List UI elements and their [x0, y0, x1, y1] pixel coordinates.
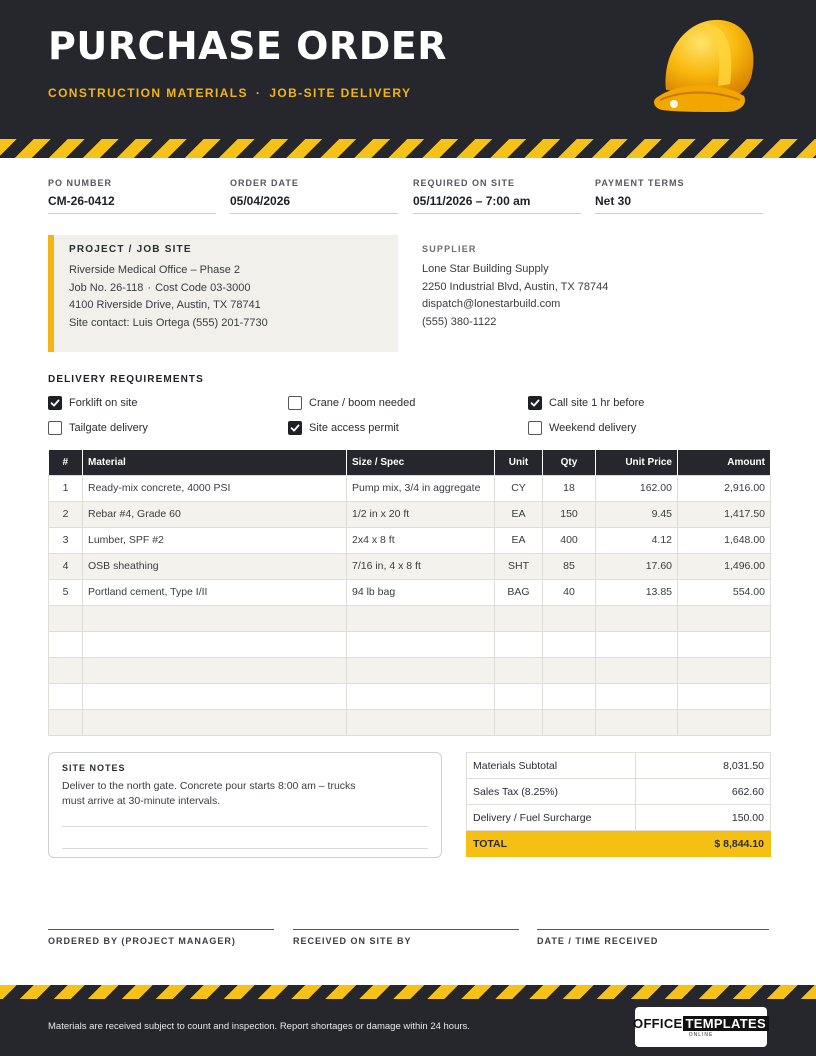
cell-qty[interactable] — [543, 631, 596, 657]
supplier-name: Lone Star Building Supply — [422, 263, 549, 275]
cell-number[interactable]: 3 — [49, 527, 83, 553]
logo-word-office: OFFICE — [633, 1016, 683, 1031]
cell-material[interactable] — [83, 709, 347, 735]
cell-unit[interactable] — [495, 709, 543, 735]
cell-qty[interactable] — [543, 683, 596, 709]
table-row — [49, 553, 771, 579]
col-header-amount: Amount — [678, 450, 771, 475]
cell-unit-price[interactable] — [596, 605, 678, 631]
cell-material[interactable] — [83, 631, 347, 657]
cell-unit[interactable] — [495, 657, 543, 683]
hazard-stripe-bottom — [0, 985, 816, 999]
document-subtitle — [48, 86, 411, 100]
table-header-row — [49, 450, 771, 475]
po-number-label: PO NUMBER — [48, 178, 113, 188]
totals-row-subtotal — [467, 753, 771, 779]
order-date-label: ORDER DATE — [230, 178, 299, 188]
cell-size-spec[interactable] — [347, 605, 495, 631]
cell-material[interactable] — [83, 683, 347, 709]
cell-qty[interactable]: 150 — [543, 501, 596, 527]
totals-value: 8,031.50 — [636, 753, 771, 779]
cell-size-spec[interactable]: 94 lb bag — [347, 579, 495, 605]
subtitle-delivery: JOB-SITE DELIVERY — [269, 86, 412, 100]
cell-unit[interactable] — [495, 683, 543, 709]
cell-material[interactable] — [83, 605, 347, 631]
checkbox-label: Site access permit — [309, 422, 399, 434]
cell-size-spec[interactable] — [347, 683, 495, 709]
totals-row-sales-tax — [467, 779, 771, 805]
cell-unit-price[interactable]: 9.45 — [596, 501, 678, 527]
project-name: Riverside Medical Office – Phase 2 — [69, 264, 240, 276]
table-row — [49, 579, 771, 605]
payment-terms-label: PAYMENT TERMS — [595, 178, 685, 188]
order-date-value: 05/04/2026 — [230, 194, 398, 214]
totals-value: 150.00 — [636, 805, 771, 831]
cell-unit[interactable]: EA — [495, 501, 543, 527]
cell-number[interactable]: 5 — [49, 579, 83, 605]
cell-material[interactable]: Portland cement, Type I/II — [83, 579, 347, 605]
check-icon — [290, 423, 300, 433]
checkbox-tailgate[interactable] — [48, 421, 148, 435]
table-row — [49, 657, 771, 683]
cell-amount[interactable] — [678, 683, 771, 709]
cell-unit[interactable]: BAG — [495, 579, 543, 605]
project-label: PROJECT / JOB SITE — [69, 244, 192, 255]
col-header-size-spec: Size / Spec — [347, 450, 495, 475]
hard-hat-icon — [648, 12, 760, 122]
checkbox-box[interactable] — [48, 421, 62, 435]
col-header-unit-price: Unit Price — [596, 450, 678, 475]
checkbox-call-site[interactable] — [528, 396, 644, 410]
cell-size-spec[interactable]: 7/16 in, 4 x 8 ft — [347, 553, 495, 579]
totals-label: Delivery / Fuel Surcharge — [467, 805, 636, 831]
cell-number[interactable] — [49, 605, 83, 631]
project-contact: Site contact: Luis Ortega (555) 201-7730 — [69, 316, 268, 329]
cell-qty[interactable] — [543, 605, 596, 631]
cell-number[interactable] — [49, 709, 83, 735]
supplier-block — [422, 244, 762, 331]
cell-unit[interactable]: SHT — [495, 553, 543, 579]
cell-number[interactable]: 4 — [49, 553, 83, 579]
logo-subtext: ONLINE — [688, 1032, 714, 1038]
payment-terms-value: Net 30 — [595, 194, 763, 214]
checkbox-forklift[interactable] — [48, 396, 137, 410]
cell-unit[interactable] — [495, 605, 543, 631]
cell-unit-price[interactable]: 162.00 — [596, 475, 678, 501]
checkbox-label: Forklift on site — [69, 397, 138, 409]
checkbox-box[interactable] — [48, 396, 62, 410]
cell-qty[interactable]: 400 — [543, 527, 596, 553]
payment-terms-field — [595, 178, 763, 214]
cell-unit-price[interactable]: 4.12 — [596, 527, 678, 553]
signature-date-time[interactable]: DATE / TIME RECEIVED — [537, 929, 769, 946]
project-job-line — [69, 280, 383, 298]
supplier-label: SUPPLIER — [422, 244, 477, 254]
checkbox-label: Crane / boom needed — [309, 397, 416, 409]
table-row — [49, 605, 771, 631]
cell-size-spec[interactable]: Pump mix, 3/4 in aggregate — [347, 475, 495, 501]
checkbox-box[interactable] — [288, 421, 302, 435]
cell-amount[interactable]: 1,648.00 — [678, 527, 771, 553]
cell-unit[interactable]: EA — [495, 527, 543, 553]
checkbox-label: Weekend delivery — [549, 422, 637, 434]
checkbox-box[interactable] — [528, 421, 542, 435]
site-notes-label: SITE NOTES — [62, 763, 126, 773]
cell-size-spec[interactable] — [347, 709, 495, 735]
project-address: 4100 Riverside Drive, Austin, TX 78741 — [69, 299, 261, 311]
checkbox-label: Call site 1 hr before — [549, 397, 645, 409]
cell-amount[interactable]: 1,496.00 — [678, 553, 771, 579]
cell-amount[interactable] — [678, 709, 771, 735]
checkbox-site-permit[interactable] — [288, 421, 399, 435]
totals-label: TOTAL — [467, 831, 636, 857]
document-title: PURCHASE ORDER — [48, 24, 447, 68]
totals-label: Sales Tax (8.25%) — [467, 779, 636, 805]
cell-material[interactable]: Rebar #4, Grade 60 — [83, 501, 347, 527]
project-job-number: Job No. 26-118 — [69, 281, 144, 294]
site-notes-box — [48, 752, 442, 858]
subtitle-separator: · — [255, 86, 262, 100]
table-row — [49, 527, 771, 553]
cell-number[interactable] — [49, 631, 83, 657]
footer-bar — [0, 999, 816, 1056]
cell-unit-price[interactable]: 13.85 — [596, 579, 678, 605]
table-row — [49, 501, 771, 527]
totals-label: Materials Subtotal — [467, 753, 636, 779]
order-date-field — [230, 178, 398, 214]
table-row — [49, 631, 771, 657]
project-cost-code: Cost Code 03-3000 — [155, 281, 251, 294]
cell-amount[interactable]: 554.00 — [678, 579, 771, 605]
totals-value: $ 8,844.10 — [636, 831, 771, 857]
totals-row-total — [467, 831, 771, 857]
site-notes-text[interactable]: Deliver to the north gate. Concrete pour starts 8:00 am – trucks must arrive at 30-minute intervals. — [62, 780, 356, 807]
table-row — [49, 709, 771, 735]
cell-qty[interactable]: 40 — [543, 579, 596, 605]
cell-amount[interactable]: 2,916.00 — [678, 475, 771, 501]
supplier-email: dispatch@lonestarbuild.com — [422, 298, 561, 310]
notes-line — [62, 826, 428, 827]
cell-number[interactable]: 1 — [49, 475, 83, 501]
signature-received-by[interactable]: RECEIVED ON SITE BY — [293, 929, 519, 946]
cell-unit-price[interactable] — [596, 709, 678, 735]
cell-number[interactable]: 2 — [49, 501, 83, 527]
cell-number[interactable] — [49, 657, 83, 683]
cell-qty[interactable]: 85 — [543, 553, 596, 579]
cell-unit-price[interactable] — [596, 631, 678, 657]
cell-unit[interactable] — [495, 631, 543, 657]
checkbox-box[interactable] — [288, 396, 302, 410]
cell-size-spec[interactable] — [347, 631, 495, 657]
footer-note: Materials are received subject to count and inspection. Report shortages or damage within 24 hours. — [48, 1021, 470, 1032]
logo-wordmark — [633, 1016, 769, 1031]
table-row — [49, 683, 771, 709]
po-number-value: CM-26-0412 — [48, 194, 216, 214]
cell-material[interactable]: Lumber, SPF #2 — [83, 527, 347, 553]
cell-qty[interactable]: 18 — [543, 475, 596, 501]
cell-qty[interactable] — [543, 657, 596, 683]
check-icon — [530, 398, 540, 408]
col-header-qty: Qty — [543, 450, 596, 475]
checkbox-label: Tailgate delivery — [69, 422, 148, 434]
checkbox-crane[interactable] — [288, 396, 415, 410]
cell-material[interactable]: Ready-mix concrete, 4000 PSI — [83, 475, 347, 501]
cell-amount[interactable] — [678, 657, 771, 683]
subtitle-category: CONSTRUCTION MATERIALS — [48, 86, 248, 100]
cell-amount[interactable] — [678, 605, 771, 631]
po-number-field — [48, 178, 216, 214]
cell-amount[interactable] — [678, 631, 771, 657]
cell-material[interactable] — [83, 657, 347, 683]
project-job-site-box — [48, 235, 398, 352]
required-on-site-value: 05/11/2026 – 7:00 am — [413, 194, 581, 214]
col-header-unit: Unit — [495, 450, 543, 475]
checkbox-box[interactable] — [528, 396, 542, 410]
cell-unit-price[interactable] — [596, 683, 678, 709]
project-separator: · — [147, 281, 152, 294]
check-icon — [50, 398, 60, 408]
cell-unit[interactable]: CY — [495, 475, 543, 501]
col-header-material: Material — [83, 450, 347, 475]
header-bar — [0, 0, 816, 140]
cell-material[interactable]: OSB sheathing — [83, 553, 347, 579]
hazard-stripe-top — [0, 139, 816, 158]
cell-size-spec[interactable] — [347, 657, 495, 683]
delivery-requirements-title: DELIVERY REQUIREMENTS — [48, 374, 204, 385]
cell-unit-price[interactable] — [596, 657, 678, 683]
required-on-site-field — [413, 178, 581, 214]
cell-size-spec[interactable]: 2x4 x 8 ft — [347, 527, 495, 553]
cell-unit-price[interactable]: 17.60 — [596, 553, 678, 579]
line-items-table — [48, 450, 771, 736]
cell-number[interactable] — [49, 683, 83, 709]
table-row — [49, 475, 771, 501]
cell-qty[interactable] — [543, 709, 596, 735]
logo-word-templates: TEMPLATES — [683, 1016, 769, 1031]
supplier-phone: (555) 380-1122 — [422, 315, 497, 328]
signature-ordered-by[interactable]: ORDERED BY (PROJECT MANAGER) — [48, 929, 274, 946]
supplier-address: 2250 Industrial Blvd, Austin, TX 78744 — [422, 280, 609, 293]
totals-value: 662.60 — [636, 779, 771, 805]
totals-table — [466, 752, 771, 857]
col-header-number: # — [49, 450, 83, 475]
required-on-site-label: REQUIRED ON SITE — [413, 178, 516, 188]
totals-row-delivery — [467, 805, 771, 831]
checkbox-weekend[interactable] — [528, 421, 636, 435]
cell-size-spec[interactable]: 1/2 in x 20 ft — [347, 501, 495, 527]
cell-amount[interactable]: 1,417.50 — [678, 501, 771, 527]
brand-logo — [635, 1007, 767, 1047]
notes-line — [62, 848, 428, 849]
